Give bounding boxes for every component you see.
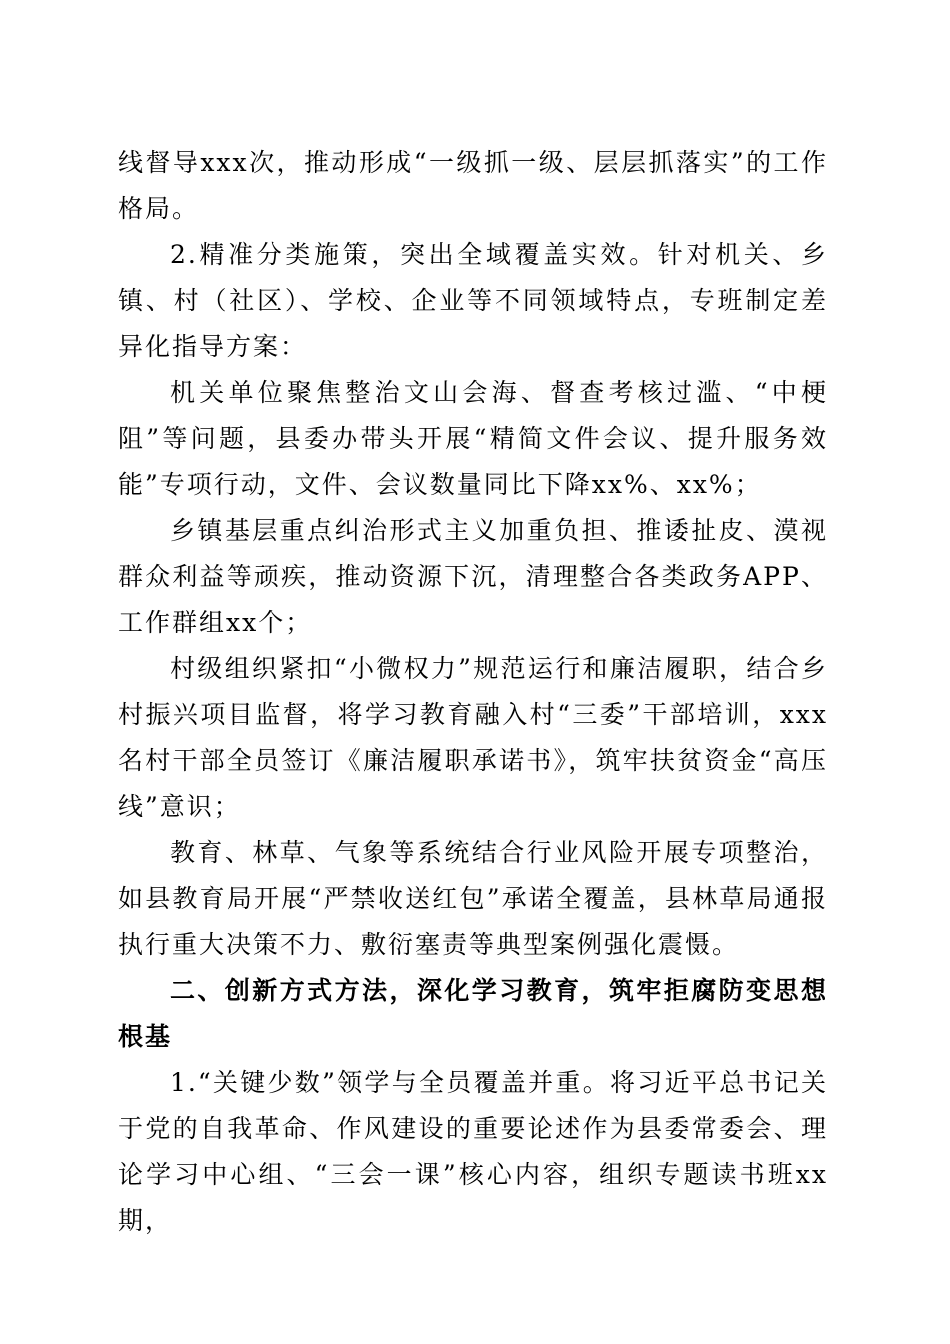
- paragraph-item-2: 2.精准分类施策，突出全域覆盖实效。针对机关、乡镇、村（社区）、学校、企业等不同领域特点，专班制定差异化指导方案：: [118, 240, 828, 361]
- paragraph-continuation: 线督导xxx次，推动形成“一级抓一级、层层抓落实”的工作格局。: [118, 148, 828, 223]
- paragraph-agencies: 机关单位聚焦整治文山会海、督查考核过滥、“中梗阻”等问题，县委办带头开展“精简文件会议、提升服务效能”专项行动，文件、会议数量同比下降xx%、xx%；: [118, 378, 828, 499]
- paragraph-sectors: 教育、林草、气象等系统结合行业风险开展专项整治，如县教育局开展“严禁收送红包”承诺全覆盖，县林草局通报执行重大决策不力、敷衍塞责等典型案例强化震慑。: [118, 838, 828, 959]
- paragraph-item-1: 1.“关键少数”领学与全员覆盖并重。将习近平总书记关于党的自我革命、作风建设的重要论述作为县委常委会、理论学习中心组、“三会一课”核心内容，组织专题读书班xx期，: [118, 1068, 828, 1235]
- document-body: [118, 140, 828, 1244]
- paragraph-townships: 乡镇基层重点纠治形式主义加重负担、推诿扯皮、漠视群众利益等顽疾，推动资源下沉，清理整合各类政务APP、工作群组xx个；: [118, 516, 828, 637]
- paragraph-villages: 村级组织紧扣“小微权力”规范运行和廉洁履职，结合乡村振兴项目监督，将学习教育融入村“三委”干部培训，xxx名村干部全员签订《廉洁履职承诺书》，筑牢扶贫资金“高压线”意识；: [118, 654, 828, 821]
- section-heading-2: 二、创新方式方法，深化学习教育，筑牢拒腐防变思想根基: [118, 976, 828, 1051]
